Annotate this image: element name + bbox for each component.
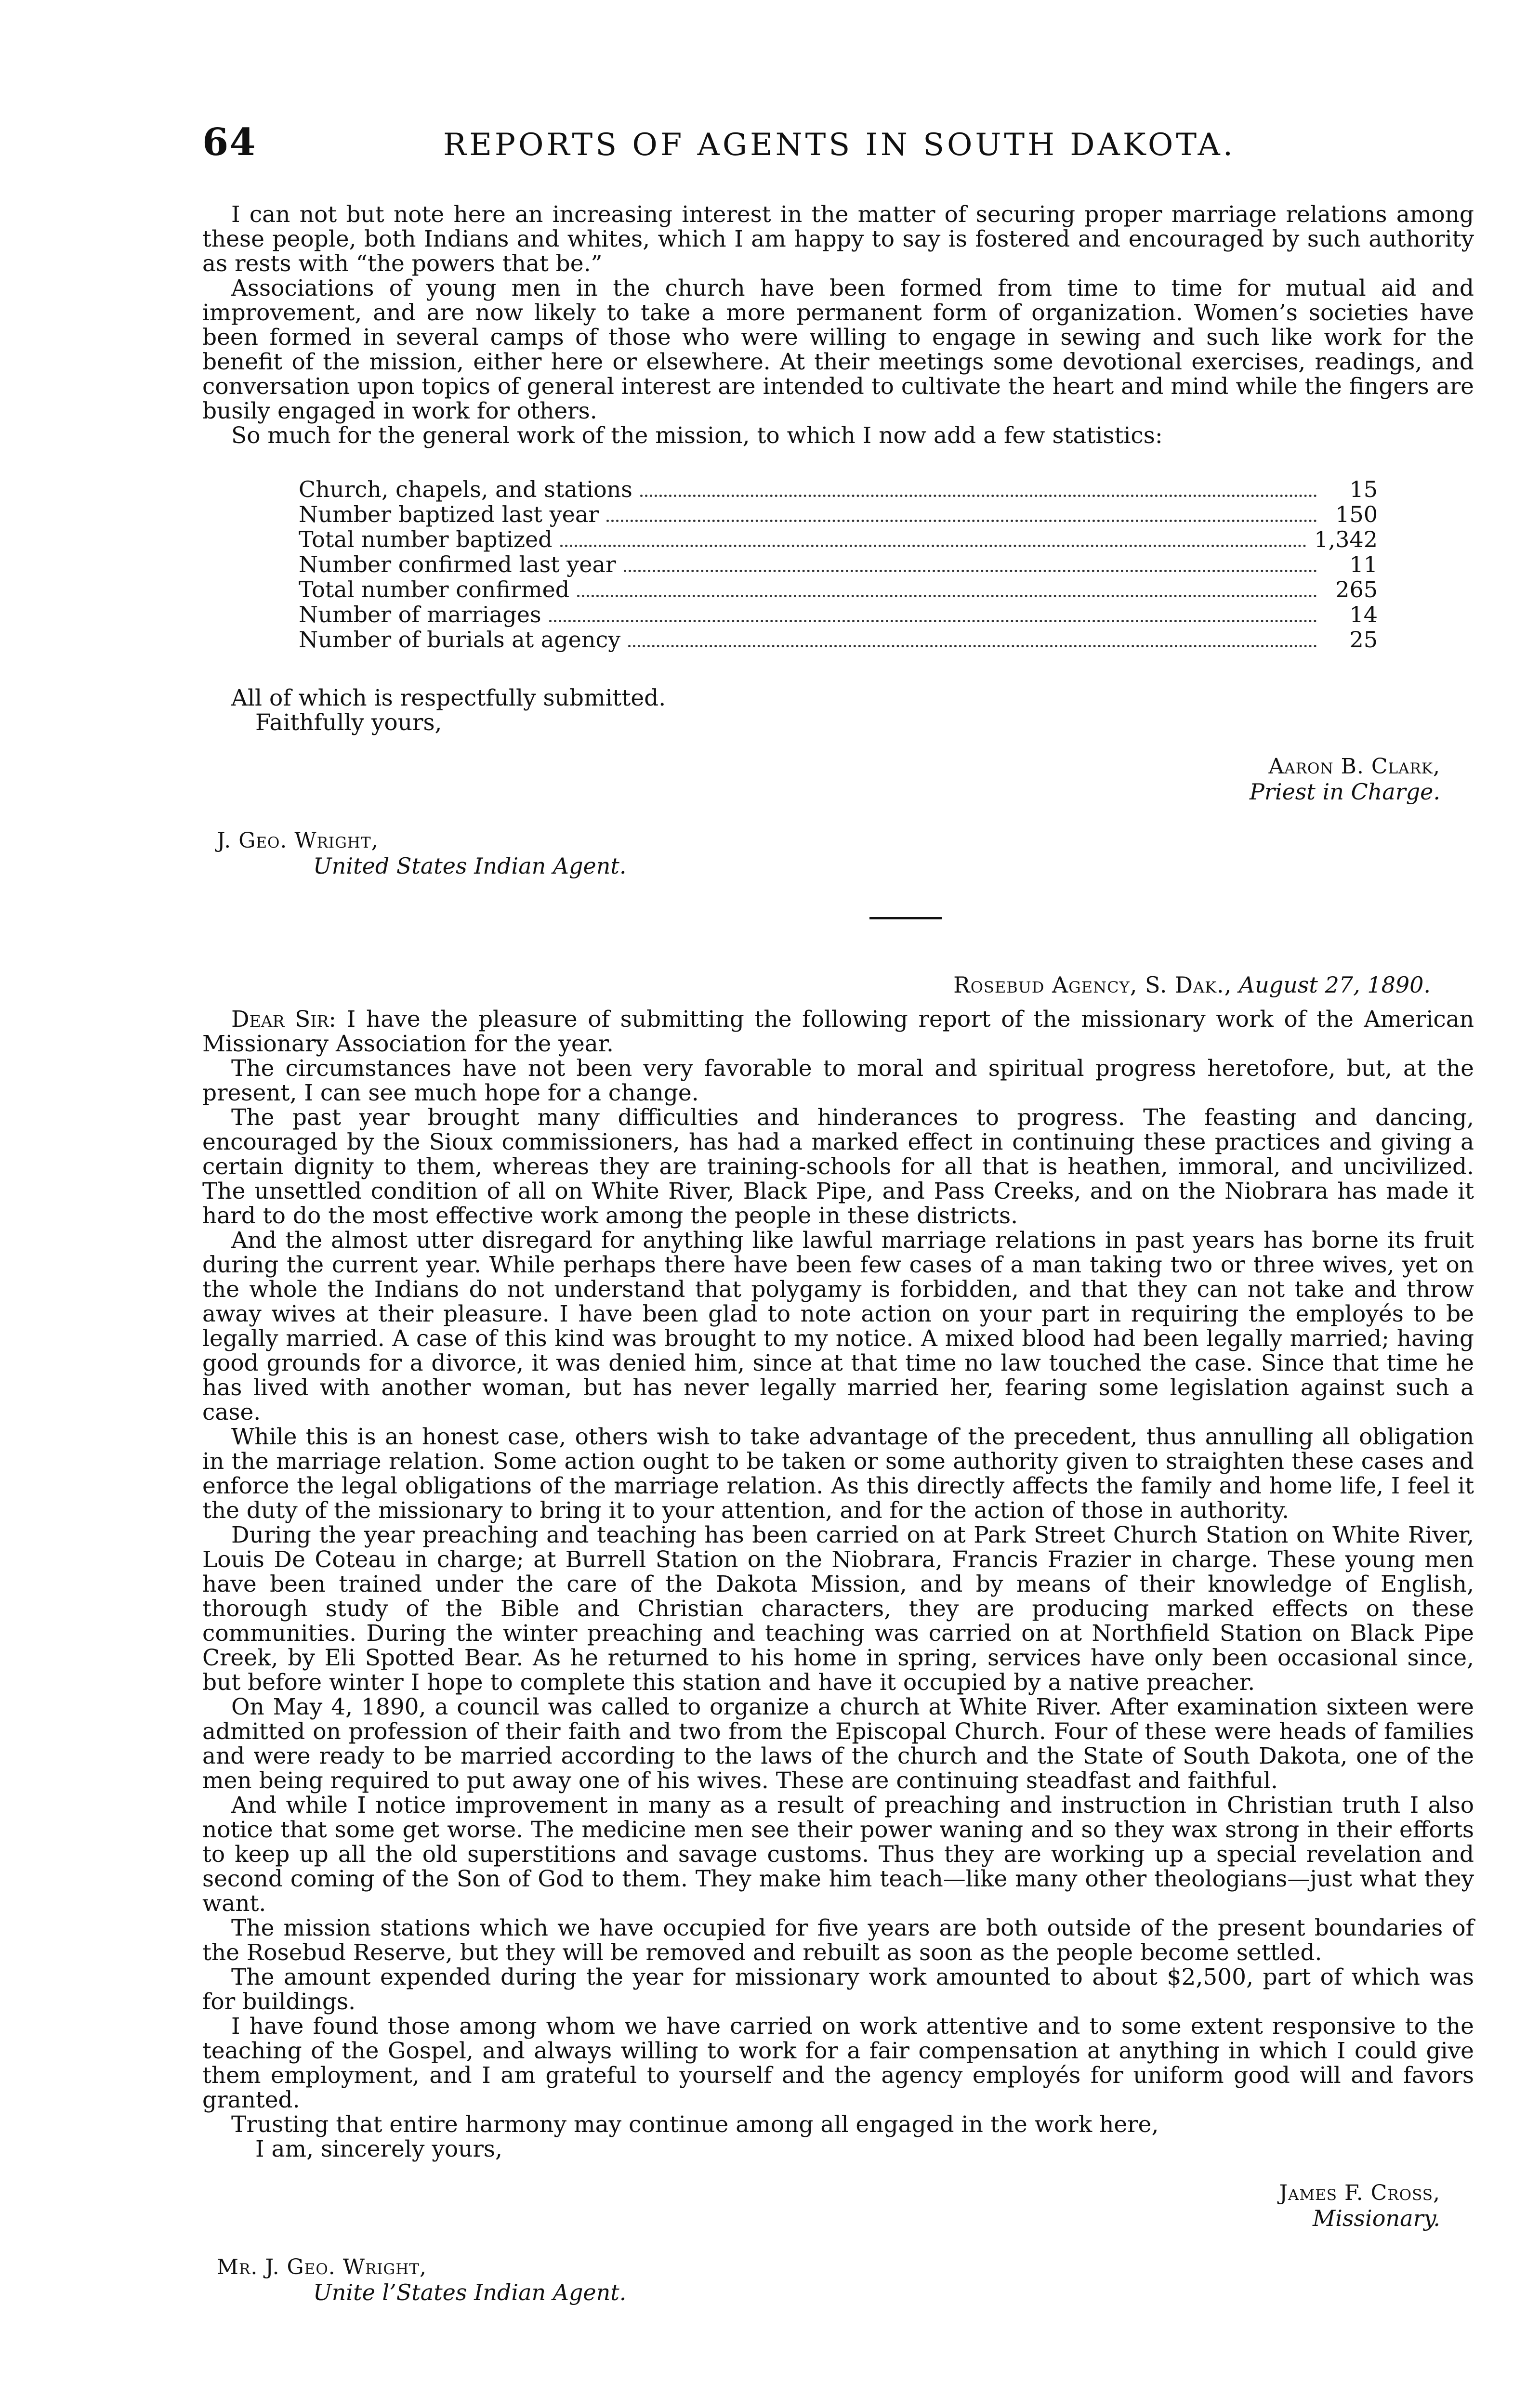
statistics-label: Total number confirmed <box>299 576 570 602</box>
statistics-value: 265 <box>1335 576 1378 602</box>
statistics-label: Number confirmed last year <box>299 551 616 577</box>
statistics-row <box>299 527 1378 552</box>
dot-leader <box>640 495 1317 497</box>
report2-paragraph: The circumstances have not been very favorable to moral and spiritual progress heretofore, but, at the present, I can see much hope for a change. <box>202 1055 1474 1106</box>
statistics-label: Number of burials at agency <box>299 627 621 653</box>
closing-valediction: Faithfully yours, <box>255 709 442 736</box>
dot-leader <box>577 595 1317 597</box>
statistics-label: Church, chapels, and stations <box>299 476 632 502</box>
section-divider <box>869 917 942 919</box>
statistics-value: 1,342 <box>1314 526 1378 552</box>
statistics-value: 150 <box>1335 501 1378 527</box>
statistics-value: 15 <box>1349 476 1378 502</box>
addressee-role: Unite l’States Indian Agent. <box>313 2279 627 2305</box>
report-cross <box>202 972 1474 2305</box>
statistics-value: 25 <box>1349 627 1378 653</box>
statistics-table <box>299 477 1378 652</box>
signer-title: Priest in Charge. <box>1249 779 1440 805</box>
report2-paragraph: On May 4, 1890, a council was called to organize a church at White River. After examination sixteen were admitted on profession of their faith and two from the Episcopal Church. Four of these were heads of families and were ready to be married according to the laws of the church and the State of South Dakota, one of the men being required to put away one of his wives. These are continuing steadfast and faithful. <box>202 1694 1474 1794</box>
addressee-role: United States Indian Agent. <box>313 853 627 879</box>
statistics-row <box>299 627 1378 652</box>
statistics-row <box>299 477 1378 502</box>
statistics-row <box>299 552 1378 577</box>
document-page <box>202 120 1474 2305</box>
running-title: REPORTS OF AGENTS IN SOUTH DAKOTA. <box>443 127 1236 163</box>
report2-paragraph: The mission stations which we have occupied for five years are both outside of the present boundaries of the Rosebud Reserve, but they will be removed and rebuilt as soon as the people become settled. <box>202 1915 1474 1966</box>
report2-paragraph: While this is an honest case, others wish to take advantage of the precedent, thus annulling all obligation in the marriage relation. Some action ought to be taken or some authority given to straighten these cases and enforce the legal obligations of the marriage relation. As this directly affects the family and home life, I feel it the duty of the missionary to bring it to your attention, and for the action of those in authority. <box>202 1424 1474 1524</box>
statistics-label: Number baptized last year <box>299 501 599 527</box>
statistics-row <box>299 502 1378 527</box>
signature-block <box>202 754 1440 804</box>
statistics-row <box>299 602 1378 627</box>
report2-paragraph: The amount expended during the year for missionary work amounted to about $2,500, part of which was for buildings. <box>202 1964 1474 2015</box>
report2-paragraph: Trusting that entire harmony may continue among all engaged in the work here, <box>231 2111 1159 2138</box>
report2-paragraph: And while I notice improvement in many as a result of preaching and instruction in Christian truth I also notice that some get worse. The medicine men see their power waning and so they wax strong in their efforts to keep up all the old superstitions and savage customs. Thus they are working up a special revelation and second coming of the Son of God to them. They make him teach—like many other theologians—just what they want. <box>202 1792 1474 1917</box>
closing-line: All of which is respectfully submitted. <box>231 685 666 711</box>
addressee-block <box>217 2255 1474 2305</box>
salutation: Dear Sir: <box>231 1006 337 1033</box>
report2-paragraph: During the year preaching and teaching has been carried on at Park Street Church Station on White River, Louis De Coteau in charge; at Burrell Station on the Niobrara, Francis Frazier in charge. These young men have been trained under the care of the Dakota Mission, and by means of their knowledge of English, thorough study of the Bible and Christian characters, they are producing marked effects on these communities. During the winter preaching and teaching was carried on at Northfield Station on Black Pipe Creek, by Eli Spotted Bear. As he returned to his home in spring, services have only been occasional since, but before winter I hope to complete this station and have it occupied by a native preacher. <box>202 1522 1474 1696</box>
dot-leader <box>628 645 1317 647</box>
page-header <box>202 120 1474 173</box>
dateline-date: August 27, 1890. <box>1238 972 1431 998</box>
closing-valediction: I am, sincerely yours, <box>255 2136 502 2162</box>
report1-paragraph: I can not but note here an increasing interest in the matter of securing proper marriage relations among these people, both Indians and whites, which I am happy to say is fostered and encouraged by such authority as rests with “the powers that be.” <box>202 201 1474 277</box>
statistics-value: 11 <box>1349 551 1378 577</box>
report2-paragraph: And the almost utter disregard for anything like lawful marriage relations in past years has borne its fruit during the current year. While perhaps there have been few cases of a man taking two or three wives, yet on the whole the Indians do not understand that polygamy is forbidden, and that they can not take and throw away wives at their pleasure. I have been glad to note action on your part in requiring the employés to be legally married. A case of this kind was brought to my notice. A mixed blood had been legally married; having good grounds for a divorce, it was denied him, since at that time no law touched the case. Since that time he has lived with another woman, but has never legally married her, fearing some legislation against such a case. <box>202 1227 1474 1426</box>
dateline <box>202 972 1431 997</box>
report1-paragraph: So much for the general work of the mission, to which I now add a few statistics: <box>231 422 1163 449</box>
dot-leader <box>549 620 1317 622</box>
opening-text: I have the pleasure of submitting the following report of the missionary work of the American Missionary Association for the year. <box>202 1006 1474 1057</box>
page-number: 64 <box>202 120 257 164</box>
statistics-label: Total number baptized <box>299 526 553 552</box>
signer-title: Missionary. <box>1313 2205 1440 2231</box>
statistics-row <box>299 577 1378 602</box>
signer-name: Aaron B. Clark, <box>1268 754 1440 779</box>
report1-paragraph: Associations of young men in the church have been formed from time to time for mutual aid and improvement, and are now likely to take a more permanent form of organization. Women’s societies have been formed in several camps of those who were willing to engage in sewing and such like work for the benefit of the mission, either here or elsewhere. At their meetings some devotional exercises, readings, and conversation upon topics of general interest are intended to cultivate the heart and mind while the fingers are busily engaged in work for others. <box>202 275 1474 424</box>
statistics-value: 14 <box>1349 602 1378 628</box>
signer-name: James F. Cross, <box>1279 2181 1440 2205</box>
dot-leader <box>624 570 1317 572</box>
report2-paragraph: The past year brought many difficulties and hinderances to progress. The feasting and dancing, encouraged by the Sioux commissioners, has had a marked effect in continuing these practices and giving a certain dignity to them, whereas they are training-schools for all that is heathen, immoral, and uncivilized. The unsettled condition of all on White River, Black Pipe, and Pass Creeks, and on the Niobrara has made it hard to do the most effective work among the people in these districts. <box>202 1104 1474 1229</box>
report2-opening-paragraph <box>202 1007 1474 1056</box>
signature-block <box>202 2181 1440 2231</box>
dateline-place: Rosebud Agency, S. Dak., <box>953 972 1232 998</box>
report-clark <box>202 202 1474 878</box>
addressee-block <box>217 828 1474 878</box>
addressee-name: J. Geo. Wright, <box>217 828 379 853</box>
dot-leader <box>606 520 1317 522</box>
addressee-name: Mr. J. Geo. Wright, <box>217 2255 427 2279</box>
statistics-label: Number of marriages <box>299 602 541 628</box>
report2-paragraph: I have found those among whom we have carried on work attentive and to some extent responsive to the teaching of the Gospel, and always willing to work for a fair compensation at anything in which I could give them employment, and I am grateful to yourself and the agency employés for uniform good will and favors granted. <box>202 2013 1474 2113</box>
dot-leader <box>560 545 1307 547</box>
